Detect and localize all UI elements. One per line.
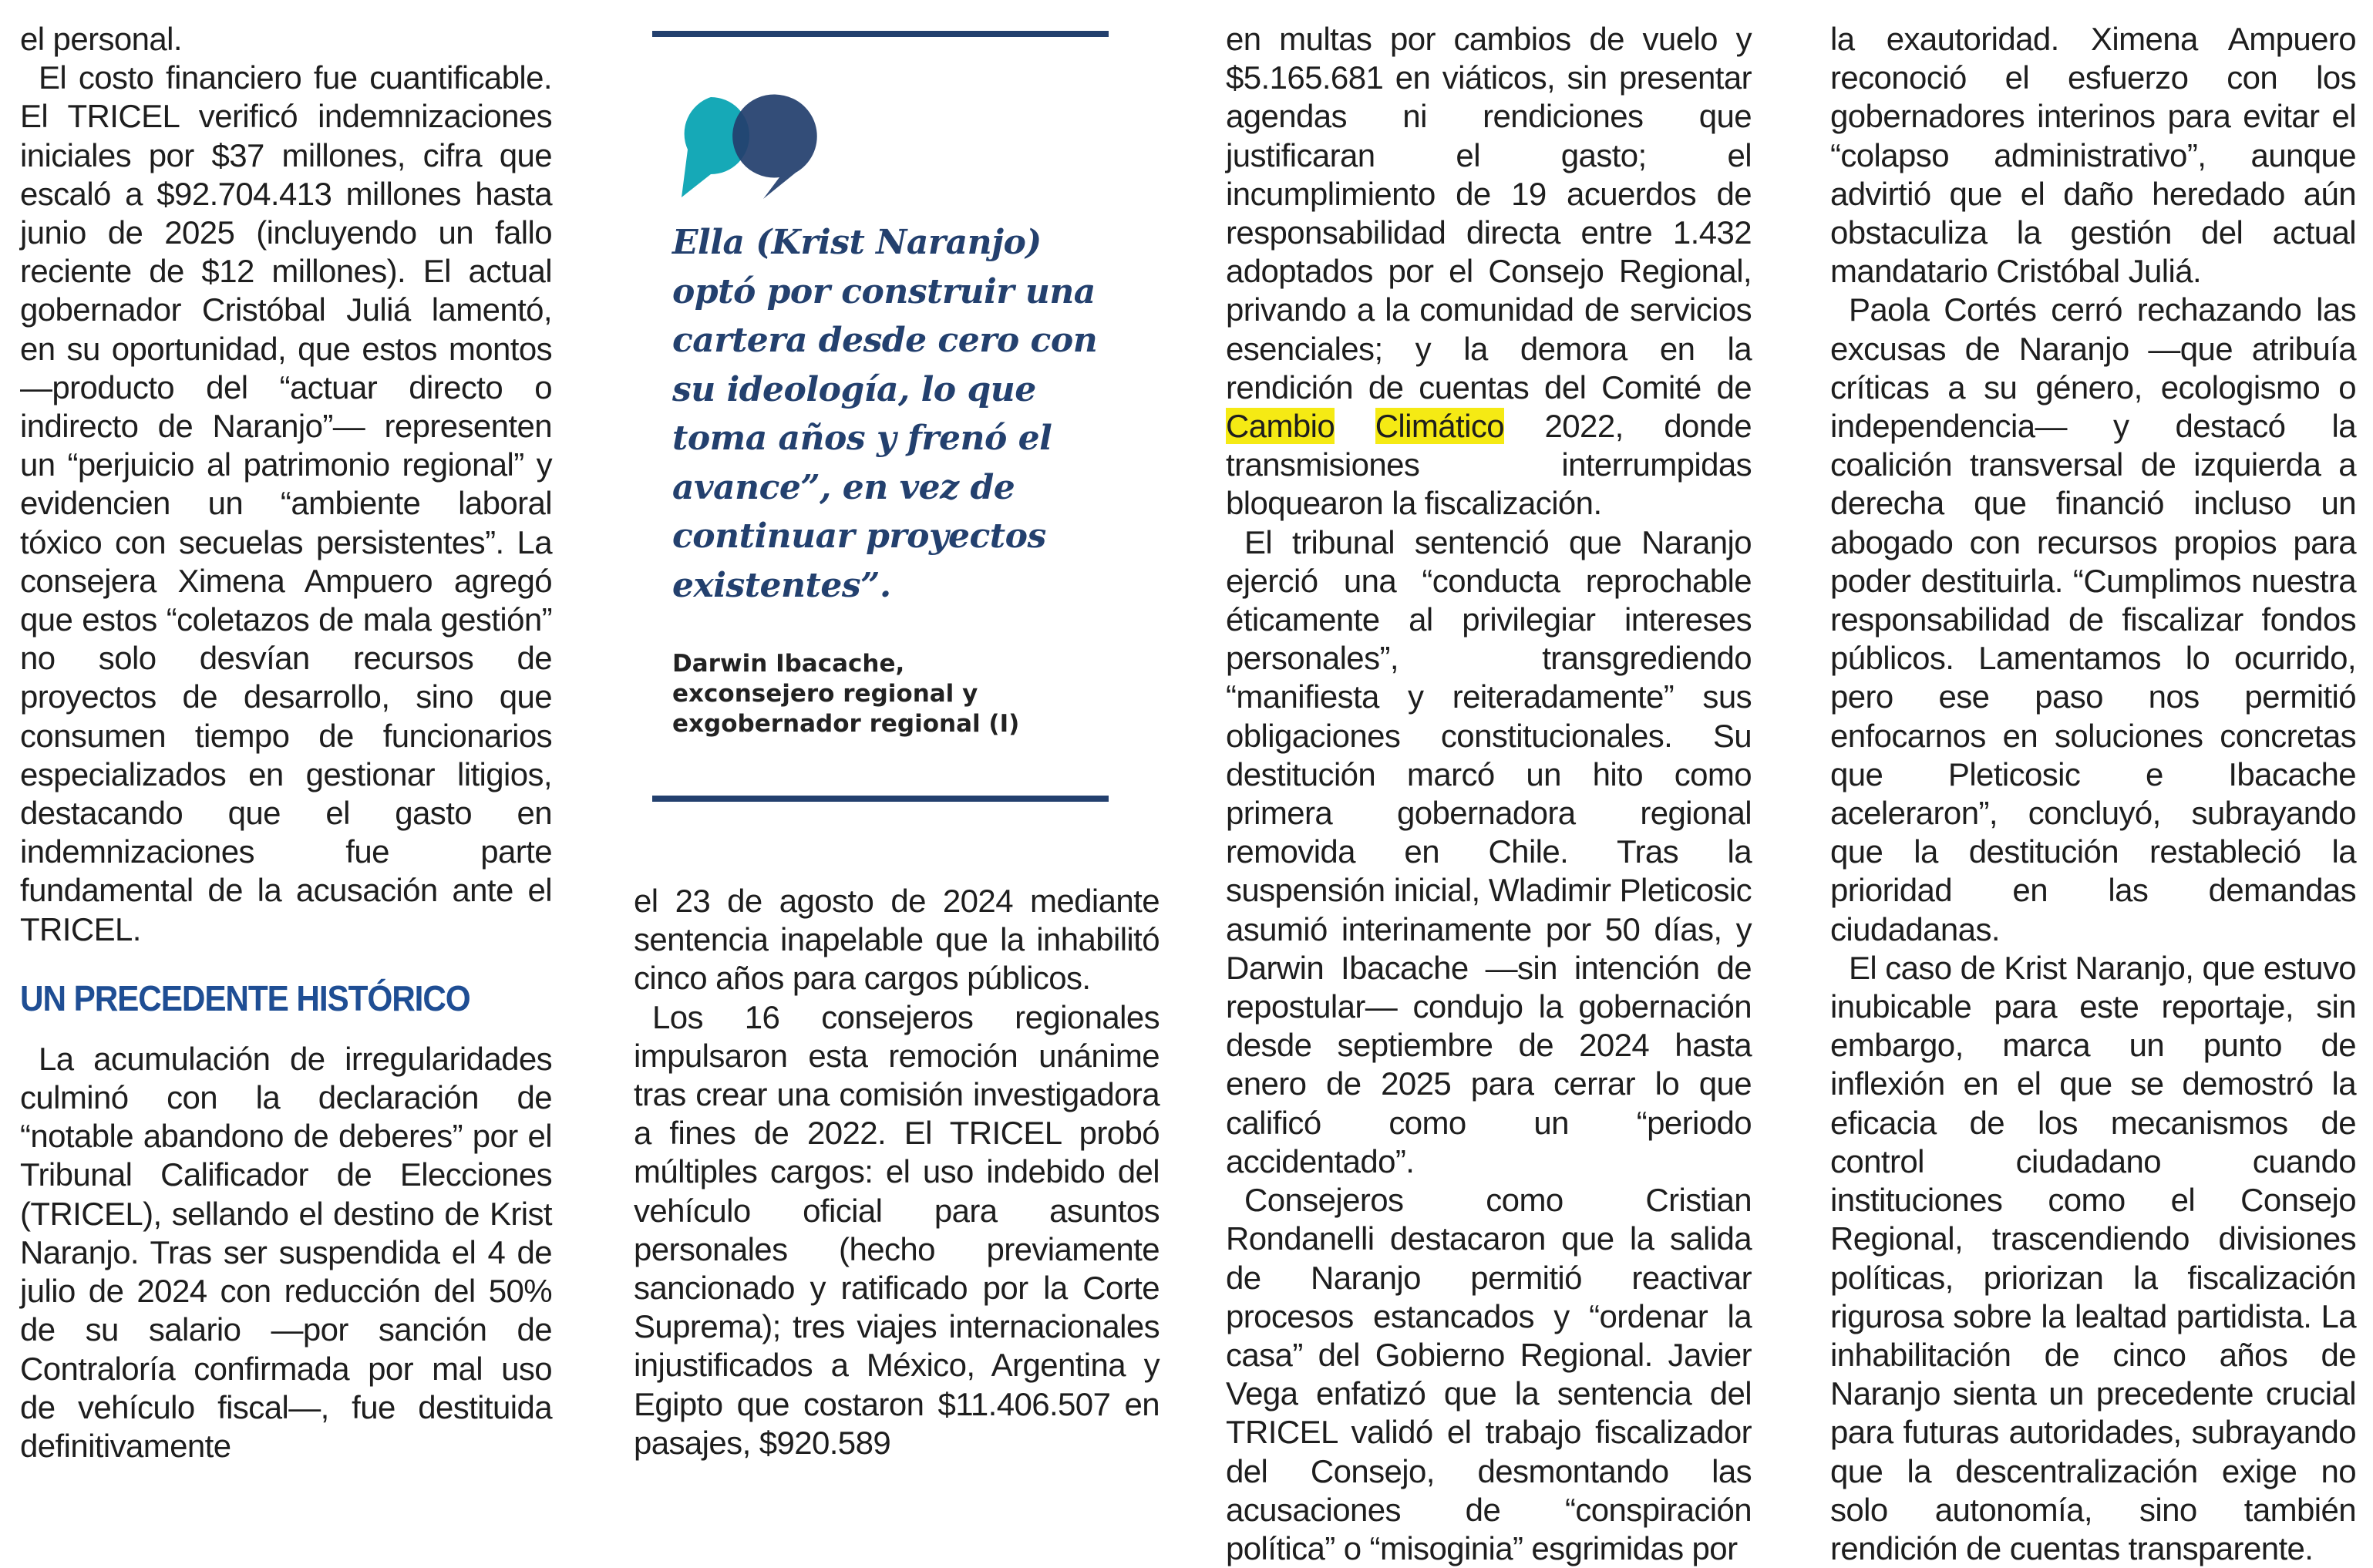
paragraph: la exautoridad. Ximena Ampuero reconoció el esfuerzo con los gobernadores interinos para evitar el “colapso administrativo”, aunque advirtió que el daño heredado aún obstaculiza la gestión del actual mandatario Cristóbal Juliá. xyxy=(1830,21,2356,290)
speech-bubbles-icon xyxy=(672,82,834,205)
top-rule xyxy=(652,31,1109,37)
paragraph: Paola Cortés cerró rechazando las excusas de Naranjo —que atribuía críticas a su género, ecologismo o independencia— y destacó la coalición transversal de izquierda a derecha que financió incluso un abogado con recursos propios para poder destituirla. “Cumplimos nuestra responsabilidad de fiscalizar fondos públicos. Lamentamos lo ocurrido, pero ese paso nos permitió enfocarnos en soluciones concretas que Pleticosic e Ibacache aceleraron”, concluyó, subrayando que la destitución restableció la prioridad en las demandas ciudadanas. xyxy=(1830,291,2356,947)
paragraph xyxy=(1226,20,1752,523)
section-heading: UN PRECEDENTE HISTÓRICO xyxy=(20,977,470,1018)
paragraph: El caso de Krist Naranjo, que estuvo inubicable para este reportaje, sin embargo, marca un punto de inflexión en el que se demostró la eficacia de los mecanismos de control ciudadano cuando instituciones como el Consejo Regional, trascendiendo divisiones políticas, priorizan la fiscalización rigurosa sobre la lealtad partidista. La inhabilitación de cinco años de Naranjo sienta un precedente crucial para futuras autoridades, subrayando que la descentralización exige no solo autonomía, sino también rendición de cuentas transparente. xyxy=(1830,949,2356,1566)
highlighted-text: Cambio xyxy=(1226,408,1335,445)
paragraph: el personal. xyxy=(20,21,182,57)
paragraph: El tribunal sentenció que Naranjo ejerció una “conducta reprochable éticamente al privilegiar intereses personales”, transgrediendo “manifiesta y reiteradamente” sus obligaciones constitucionales. Su destitución marcó un hito como primera gobernadora regional removida en Chile. Tras la suspensión inicial, Wladimir Pleticosic asumió interinamente por 50 días, y Darwin Ibacache —sin intención de repostular— condujo la gobernación desde septiembre de 2024 hasta enero de 2025 para cerrar lo que calificó como un “periodo accidentado”. xyxy=(1226,523,1752,1179)
paragraph: Consejeros como Cristian Rondanelli destacaron que la salida de Naranjo permitió reactivar procesos estancados y “ordenar la casa” del Gobierno Regional. Javier Vega enfatizó que la sentencia del TRICEL validó el trabajo fiscalizador del Consejo, desmontando las acusaciones de “conspiración política” o “misoginia” esgrimidas por xyxy=(1226,1182,1752,1566)
pull-quote-attribution xyxy=(672,649,1104,739)
article-column-1 xyxy=(20,20,552,1465)
paragraph: El costo financiero fue cuantificable. El TRICEL verificó indemnizaciones iniciales por $37 millones, cifra que escaló a $92.704.413 millones hasta junio de 2025 (incluyendo un fallo reciente de $12 millones). El actual gobernador Cristóbal Juliá lamentó, en su oportunidad, que estos montos —producto del “actuar directo o indirecto de Naranjo”— representen un “perjuicio al patrimonio regional” y evidencien un “ambiente laboral tóxico con secuelas persistentes”. La consejera Ximena Ampuero agregó que estos “coletazos de mala gestión” no solo desvían recursos de proyectos de desarrollo, sino que consumen tiempo de funcionarios especializados en gestionar litigios, destacando que el gasto en indemnizaciones fue parte fundamental de la acusación ante el TRICEL. xyxy=(20,59,552,947)
paragraph: el 23 de agosto de 2024 mediante sentencia inapelable que la inhabilitó cinco años para cargos públicos. xyxy=(634,883,1160,997)
pull-quote xyxy=(652,31,1109,806)
paragraph: La acumulación de irregularidades culminó con la declaración de “notable abandono de deberes” por el Tribunal Calificador de Elecciones (TRICEL), sellando el destino de Krist Naranjo. Tras ser suspendida el 4 de julio de 2024 con reducción del 50% de su salario —por sanción de Contraloría confirmada por mal uso de vehículo fiscal—, fue destituida definitivamente xyxy=(20,1040,552,1464)
attribution-role: exconsejero regional y xyxy=(672,680,978,708)
highlighted-text: Climático xyxy=(1375,408,1504,445)
article-column-3 xyxy=(1226,20,1752,1568)
paragraph: Los 16 consejeros regionales impulsaron esta remoción unánime tras crear una comisión investigadora a fines de 2022. El TRICEL probó múltiples cargos: el uso indebido del vehículo oficial para asuntos personales (hecho previamente sancionado y ratificado por la Corte Suprema); tres viajes internacionales injustificados a México, Argentina y Egipto que costaron $11.406.507 en pasajes, $920.589 xyxy=(634,998,1160,1461)
text-run: 2022, donde transmisiones interrumpidas bloquearon la fiscalización. xyxy=(1226,408,1752,522)
bottom-rule xyxy=(652,796,1109,802)
pull-quote-text: Ella (Krist Naranjo) optó por construir una cartera desde cero con su ideología, lo que toma años y frenó el avance”, en vez de continuar proyectos existentes”. xyxy=(672,223,1098,605)
attribution-role: exgobernador regional (I) xyxy=(672,710,1020,738)
article-column-2 xyxy=(634,882,1160,1462)
attribution-name: Darwin Ibacache, xyxy=(672,650,905,678)
article-column-4 xyxy=(1830,20,2356,1568)
text-run: en multas por cambios de vuelo y $5.165.681 en viáticos, sin presentar agendas ni rendiciones que justificaran el gasto; el incumplimiento de 19 acuerdos de responsabilidad directa entre 1.432 adoptados por el Consejo Regional, privando a la comunidad de servicios esenciales; y la demora en la rendición de cuentas del Comité de xyxy=(1226,21,1752,405)
